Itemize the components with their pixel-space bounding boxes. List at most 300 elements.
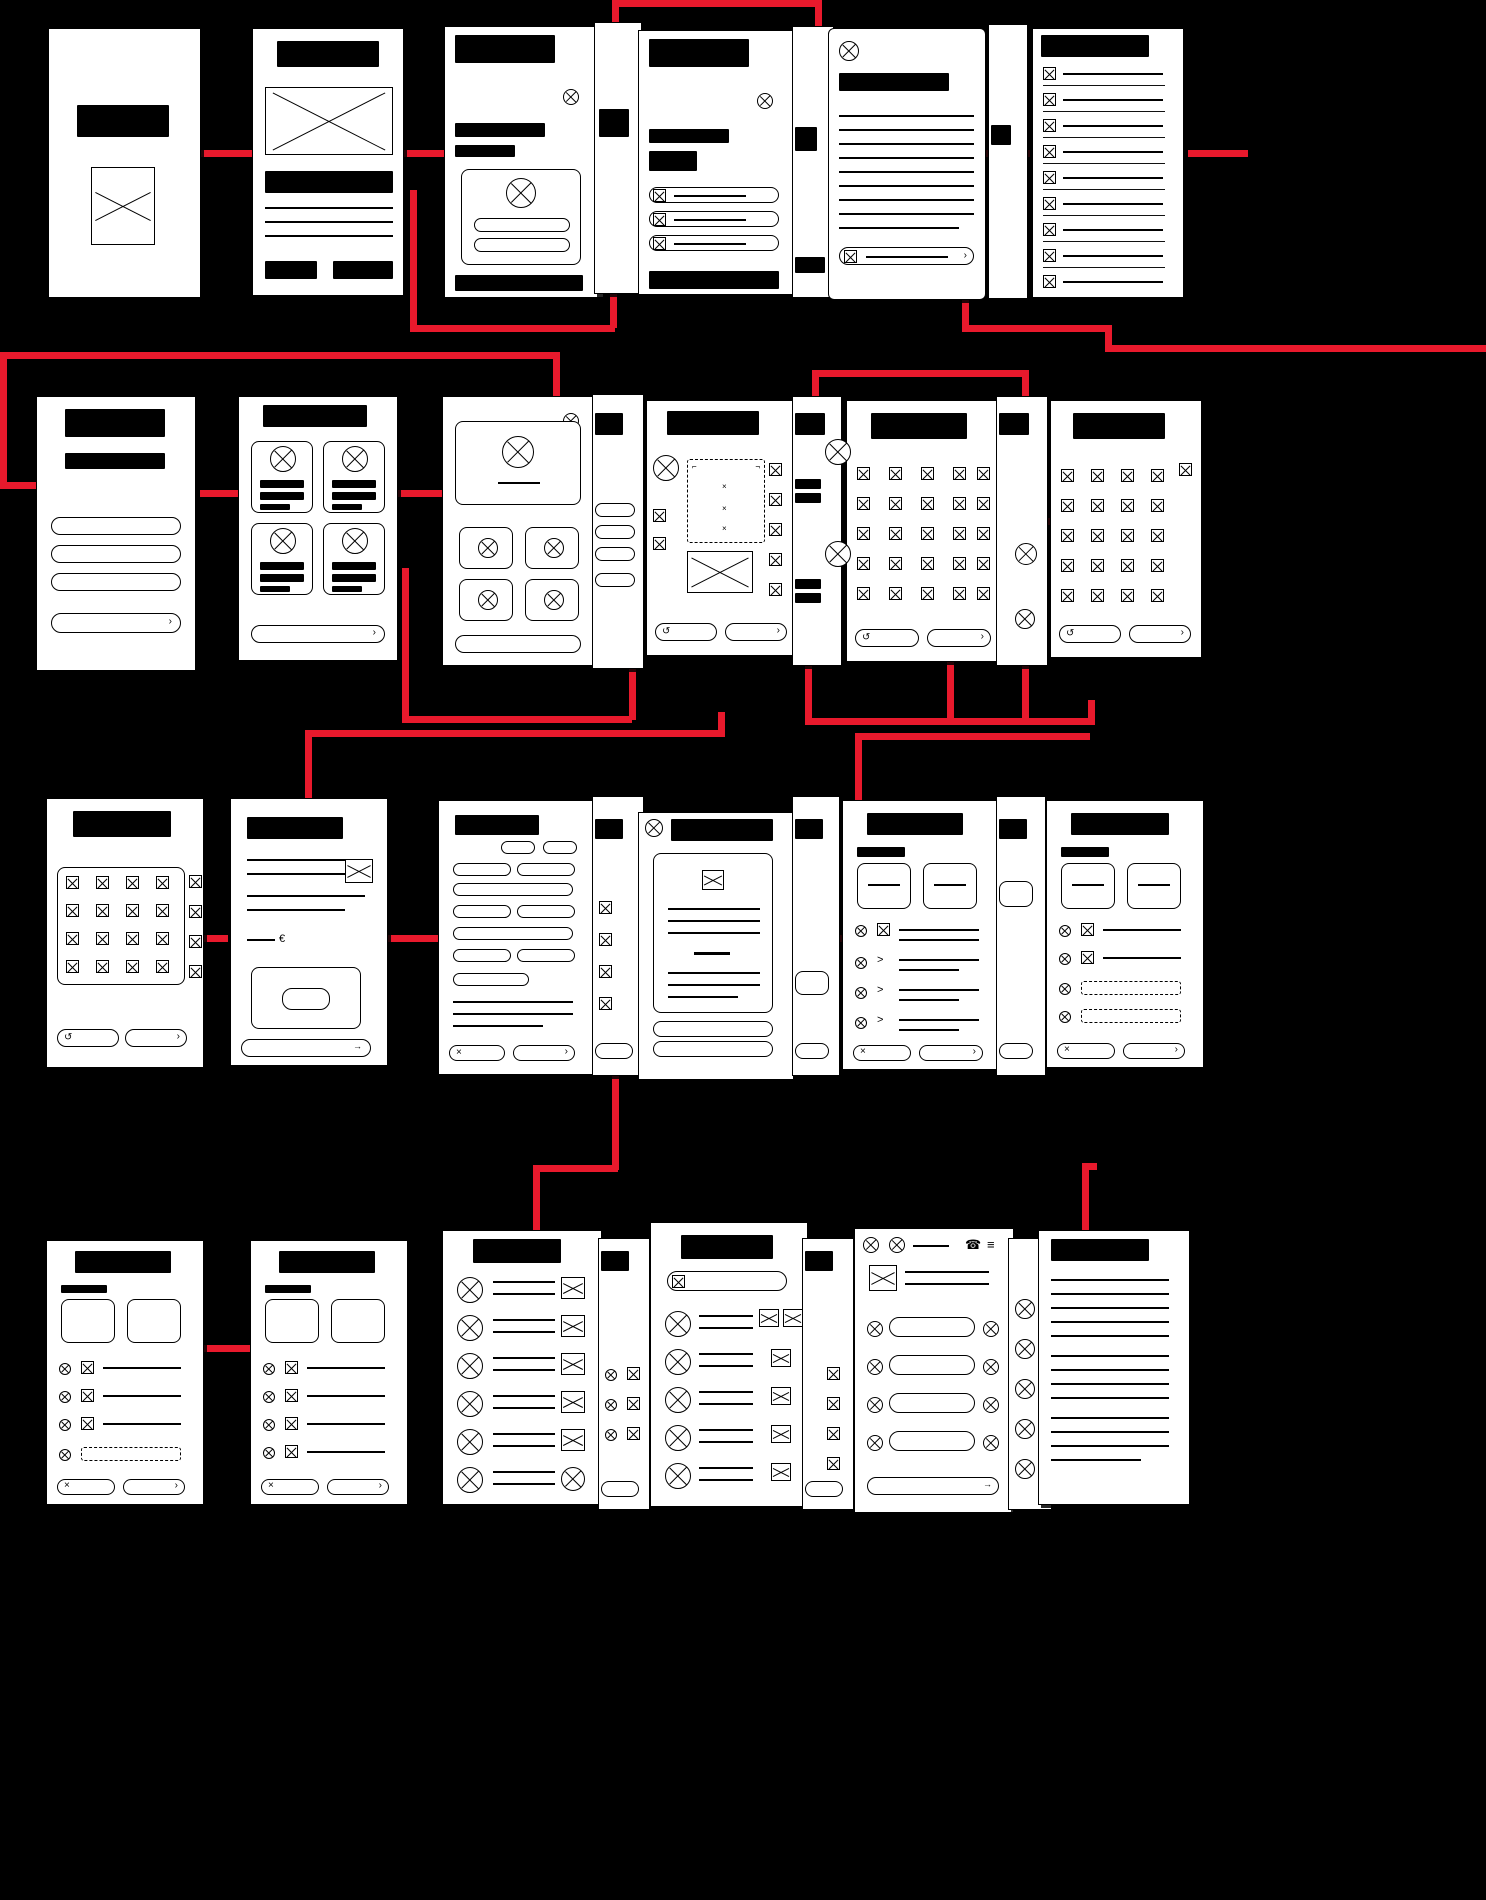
selector-icon[interactable] [825,439,851,465]
result-thumb-icon [771,1463,791,1481]
grid-cell-icon[interactable] [66,960,79,973]
text-line [1051,1383,1169,1385]
text-line [1051,1369,1169,1371]
cancel-button[interactable] [57,1479,115,1495]
chat-attachment-icon [869,1265,897,1291]
filter-list-screen[interactable] [438,800,594,1075]
checkbox-icon[interactable] [1043,223,1056,236]
list-icon[interactable] [599,933,612,946]
article-screen[interactable] [1038,1230,1190,1505]
grid-cell-icon[interactable] [1061,529,1074,542]
list-icon[interactable] [599,901,612,914]
chat-support-screen[interactable] [854,1228,1014,1513]
flow-line [1082,1163,1097,1170]
result-avatar-icon [1015,1419,1035,1439]
next-button[interactable] [725,623,787,641]
placeholder-row [1081,981,1181,995]
primary-button[interactable] [333,261,393,279]
option-card[interactable] [459,527,513,569]
password-field[interactable] [474,238,570,252]
row-text [866,256,948,258]
terms-back-screen[interactable] [988,24,1028,299]
grid-cell-icon[interactable] [126,932,139,945]
step-icon [285,1389,298,1402]
subtitle-bar [265,171,393,193]
expand-icon[interactable]: > [877,1014,884,1026]
flow-line [1188,150,1248,157]
grid-cell-icon[interactable] [857,467,870,480]
image-placeholder-icon [91,167,155,245]
header-bar [1071,813,1169,835]
partial-button[interactable] [795,1043,829,1059]
form-row[interactable] [649,235,779,251]
filter-row[interactable] [453,883,573,896]
partial-bar [795,579,821,589]
chat-input[interactable] [867,1477,999,1495]
form-row[interactable] [649,187,779,203]
option-icon [478,538,498,558]
input-field[interactable] [51,545,181,563]
grid-cell-icon[interactable] [66,904,79,917]
stacked-content [803,1239,853,1509]
input-field[interactable] [51,573,181,591]
category-card[interactable] [251,441,313,513]
timeline-line [899,1029,959,1031]
text-line [247,895,365,897]
close-icon[interactable] [757,93,773,109]
partial-row[interactable] [595,573,635,587]
checkbox-icon[interactable] [1043,119,1056,132]
grid-cell-icon[interactable] [1179,463,1192,476]
checkbox-icon[interactable] [1043,275,1056,288]
result-line [493,1281,555,1283]
tool-icon[interactable] [653,455,679,481]
grid-cell-icon[interactable] [857,497,870,510]
input-field[interactable] [51,517,181,535]
option-card[interactable] [525,579,579,621]
cancel-button[interactable] [261,1479,319,1495]
continue-button[interactable] [51,613,181,633]
card-label [260,504,290,510]
grid-cell-icon[interactable] [977,557,990,570]
header-bar [455,35,555,63]
chat-avatar-icon [867,1435,883,1451]
filter-row[interactable] [517,949,575,962]
grid-cell-icon[interactable] [96,960,109,973]
chevron-right-icon: › [174,1480,178,1491]
grid-cell-icon[interactable] [953,497,966,510]
product-detail-back-screen[interactable] [592,394,644,669]
results-list-alt-screen[interactable] [650,1222,808,1507]
grid-cell-icon[interactable] [1091,469,1104,482]
secondary-button[interactable] [265,261,317,279]
confirm-button[interactable] [1123,1043,1185,1059]
grid-cell-icon[interactable] [1121,529,1134,542]
selection-area[interactable] [687,459,765,543]
grid-cell-icon[interactable] [977,587,990,600]
tool-icon[interactable] [769,523,782,536]
results-list-alt-content [651,1223,807,1506]
signup-content [639,31,797,294]
option-card[interactable] [525,527,579,569]
grid-cell-icon[interactable] [921,527,934,540]
grid-cell-icon[interactable] [66,876,79,889]
partial-row[interactable] [595,503,635,517]
stacked-content [997,797,1045,1075]
step-icon [285,1445,298,1458]
category-card[interactable] [251,523,313,595]
text-line [1051,1279,1169,1281]
text-line [453,1013,573,1015]
reset-button[interactable] [1059,625,1121,643]
result-line [493,1331,555,1333]
partial-bar [795,257,825,273]
flow-line [402,568,409,723]
filter-row[interactable] [517,905,575,918]
grid-cell-icon[interactable] [889,467,902,480]
grid-cell-icon[interactable] [953,587,966,600]
configurator-screen[interactable] [646,400,798,656]
flow-line [533,1165,540,1235]
result-avatar-icon [665,1349,691,1375]
selector-icon[interactable] [1015,609,1035,629]
checkbox-icon[interactable] [1043,67,1056,80]
cancel-button[interactable] [853,1045,911,1061]
back-arrow-icon[interactable] [839,41,859,61]
detail-card-screen[interactable] [638,812,794,1080]
chevron-right-icon: › [980,631,984,642]
article-content [1039,1231,1189,1504]
filter-list-back-screen[interactable] [592,796,644,1076]
result-avatar-icon [665,1387,691,1413]
phone-icon[interactable]: ☎ [965,1237,982,1252]
flow-line [400,150,450,157]
partial-row[interactable] [595,547,635,561]
filter-list-content [439,801,593,1074]
chat-bubble [889,1431,975,1451]
tool-icon[interactable] [653,537,666,550]
grid-cell-icon[interactable] [1061,499,1074,512]
grid-cell-icon[interactable] [1151,529,1164,542]
apply-button[interactable] [513,1045,575,1061]
detail-card-back-screen[interactable] [792,796,840,1076]
reset-button[interactable] [855,629,919,647]
list-icon[interactable] [827,1367,840,1380]
filter-row[interactable] [453,927,573,940]
grid-cell-icon[interactable] [953,467,966,480]
result-thumb-icon [759,1309,779,1327]
continue-button[interactable] [241,1039,371,1057]
onboarding-content [253,29,403,295]
grid-cell-icon[interactable] [921,497,934,510]
back-arrow-icon[interactable] [863,1237,879,1253]
confirm-button[interactable] [123,1479,185,1495]
grid-cell-icon[interactable] [1121,469,1134,482]
timeline-icon [1081,951,1094,964]
submit-button[interactable] [649,271,779,289]
category-card[interactable] [323,523,385,595]
text-line [839,171,974,173]
timeline-node-icon [855,925,867,937]
grid-cell-icon[interactable] [1061,469,1074,482]
category-icon [270,446,296,472]
list-icon[interactable] [599,965,612,978]
info-card [331,1299,385,1343]
grid-cell-icon[interactable] [1121,499,1134,512]
partial-button[interactable] [805,1481,843,1497]
result-line [493,1293,555,1295]
category-grid-screen[interactable] [238,396,398,661]
reset-button[interactable] [655,623,717,641]
product-detail-screen[interactable] [442,396,602,666]
expand-icon[interactable]: > [877,954,884,966]
timeline-back-screen[interactable] [996,796,1046,1076]
timeline-node-icon [855,987,867,999]
partial-row[interactable] [595,525,635,539]
grid-cell-icon[interactable] [156,876,169,889]
side-icon[interactable] [189,905,202,918]
grid-cell-icon[interactable] [156,960,169,973]
chevron-down-icon[interactable] [645,819,663,837]
username-field[interactable] [474,218,570,232]
checkbox-icon[interactable] [653,189,666,202]
checkbox-icon[interactable] [1043,93,1056,106]
text-line [1051,1293,1169,1295]
list-icon[interactable] [827,1457,840,1470]
splash-screen[interactable] [48,28,201,298]
expand-icon[interactable]: > [877,984,884,996]
result-line [699,1353,753,1355]
checkbox-icon[interactable] [844,250,857,263]
grid-cell-icon[interactable] [1091,559,1104,572]
filter-row[interactable] [517,863,575,876]
next-button[interactable] [927,629,991,647]
reset-button[interactable] [57,1029,119,1047]
grid-cell-icon[interactable] [889,527,902,540]
grid-cell-icon[interactable] [889,587,902,600]
grid-cell-icon[interactable] [1151,559,1164,572]
grid-cell-icon[interactable] [889,557,902,570]
form-entry-screen[interactable] [36,396,196,671]
option-icon [544,538,564,558]
partial-bar [595,413,623,435]
grid-cell-icon[interactable] [1151,499,1164,512]
chevron-right-icon: › [963,250,967,261]
signup-form-screen[interactable] [638,30,798,295]
selector-icon[interactable] [1015,543,1037,565]
grid-cell-icon[interactable] [1091,589,1104,602]
price-quote-screen[interactable] [230,798,388,1066]
grid-cell-icon[interactable] [889,497,902,510]
stacked-content [593,395,643,668]
grid-cell-icon[interactable] [921,587,934,600]
grid-cell-icon[interactable] [977,527,990,540]
checkbox-icon[interactable] [653,237,666,250]
grid-cell-icon[interactable] [1091,529,1104,542]
checkbox-icon[interactable] [1043,145,1056,158]
grid-cell-icon[interactable] [1121,589,1134,602]
timeline-icon [81,1417,94,1430]
submit-button[interactable] [455,275,583,291]
login-modal-back-screen[interactable] [594,22,642,294]
results-alt-back-screen[interactable] [802,1238,854,1510]
close-icon[interactable] [889,1237,905,1253]
filter-row[interactable] [453,863,511,876]
confirm-button[interactable] [919,1045,983,1061]
search-field[interactable] [667,1271,787,1291]
tool-icon[interactable] [653,509,666,522]
cancel-button[interactable] [449,1045,505,1061]
timeline-icon [1081,923,1094,936]
tool-icon[interactable] [769,493,782,506]
filter-row[interactable] [453,905,511,918]
step-icon [285,1417,298,1430]
result-thumb-icon [561,1429,585,1451]
profile-timeline-screen[interactable] [46,1240,204,1505]
filter-row[interactable] [453,949,511,962]
text-line [839,157,974,159]
terms-detail-screen[interactable] [828,28,986,300]
grid-cell-icon[interactable] [857,527,870,540]
side-icon[interactable] [189,935,202,948]
timeline-node-icon [1059,953,1071,965]
list-icon[interactable] [827,1427,840,1440]
partial-button[interactable] [601,1481,639,1497]
results-list-back-screen[interactable] [598,1238,650,1510]
selector-icon[interactable] [825,541,851,567]
result-thumb-icon [561,1277,585,1299]
grid-cell-icon[interactable] [156,932,169,945]
grid-cell-icon[interactable] [921,557,934,570]
onboarding-screen[interactable] [252,28,404,296]
filter-chip[interactable] [543,841,577,854]
grid-cell-icon[interactable] [96,876,109,889]
next-button[interactable] [125,1029,187,1047]
grid-cell-icon[interactable] [96,932,109,945]
next-button[interactable] [1129,625,1191,643]
result-avatar-icon [457,1467,483,1493]
grid-cell-icon[interactable] [857,587,870,600]
timeline-alt-screen[interactable] [1046,800,1204,1068]
card-label [260,574,304,582]
grid-cell-icon[interactable] [126,876,139,889]
tool-icon[interactable] [769,583,782,596]
price-quote-content [231,799,387,1065]
step-line [307,1367,385,1369]
detail-card-content [639,813,793,1079]
grid-cell-icon[interactable] [156,904,169,917]
checkbox-icon[interactable] [1043,197,1056,210]
grid-cell-icon[interactable] [1091,499,1104,512]
grid-cell-icon[interactable] [977,467,990,480]
partial-button[interactable] [595,1043,633,1059]
grid-cell-icon[interactable] [1121,559,1134,572]
cta-button[interactable] [455,635,581,653]
send-icon[interactable]: → [983,1479,992,1489]
filter-row[interactable] [453,973,529,986]
divider [1043,137,1165,138]
cancel-button[interactable] [1057,1043,1115,1059]
detail-action-row[interactable] [653,1041,773,1057]
emphasis-line [694,952,730,955]
grid-cell-icon[interactable] [857,557,870,570]
grid-cell-icon[interactable] [126,904,139,917]
confirm-button[interactable] [327,1479,389,1495]
profile-steps-screen[interactable] [250,1240,408,1505]
option-card[interactable] [459,579,513,621]
detail-action-row[interactable] [653,1021,773,1037]
grid-cell-icon[interactable] [1151,469,1164,482]
next-button[interactable] [251,625,385,643]
chat-avatar-icon [867,1397,883,1413]
results-list-screen[interactable] [442,1230,602,1505]
result-avatar-icon [1015,1379,1035,1399]
partial-button[interactable] [999,1043,1033,1059]
grid-cell-icon[interactable] [1061,589,1074,602]
filter-chip[interactable] [501,841,535,854]
category-card[interactable] [323,441,385,513]
menu-icon[interactable]: ≡ [987,1237,995,1252]
list-icon[interactable] [627,1427,640,1440]
partial-bar [599,109,629,137]
close-icon[interactable] [563,89,579,105]
preview-image-icon [687,551,753,593]
checkbox-icon[interactable] [653,213,666,226]
header-bar [65,409,165,437]
text-line [668,972,760,974]
header-bar [247,817,343,839]
checklist-screen[interactable] [1032,28,1184,298]
text-line [668,932,760,934]
flow-line [305,730,725,737]
grid-cell-icon[interactable] [921,467,934,480]
grid-cell-icon[interactable] [953,557,966,570]
grid-cell-icon[interactable] [977,497,990,510]
grid-cell-icon[interactable] [1151,589,1164,602]
grid-cell-icon[interactable] [66,932,79,945]
tool-icon[interactable] [769,463,782,476]
list-icon[interactable] [627,1367,640,1380]
login-modal-screen[interactable] [444,26,604,298]
accept-row[interactable] [839,247,974,265]
text-line [265,235,393,237]
side-icon[interactable] [189,875,202,888]
list-icon[interactable] [827,1397,840,1410]
stacked-content [793,27,833,297]
configurator-back-screen[interactable] [792,396,842,666]
grid-cell-icon[interactable] [126,960,139,973]
grid-cell-icon[interactable] [96,904,109,917]
card-label [260,586,290,592]
form-row[interactable] [649,211,779,227]
options-grid-back-screen[interactable] [996,396,1048,666]
side-icon[interactable] [189,965,202,978]
checkbox-icon[interactable] [1043,249,1056,262]
flow-line [855,733,1090,740]
hero-line [498,482,540,484]
checkbox-icon[interactable] [1043,171,1056,184]
grid-cell-icon[interactable] [1061,559,1074,572]
list-icon[interactable] [627,1397,640,1410]
options-grid-alt-screen[interactable] [1050,400,1202,658]
tool-icon[interactable] [769,553,782,566]
grid-cell-icon[interactable] [953,527,966,540]
timeline-screen[interactable] [842,800,1002,1070]
summary-grid-screen[interactable] [46,798,204,1068]
options-grid-screen[interactable] [846,400,1002,662]
list-icon[interactable] [599,997,612,1010]
result-line [493,1445,555,1447]
